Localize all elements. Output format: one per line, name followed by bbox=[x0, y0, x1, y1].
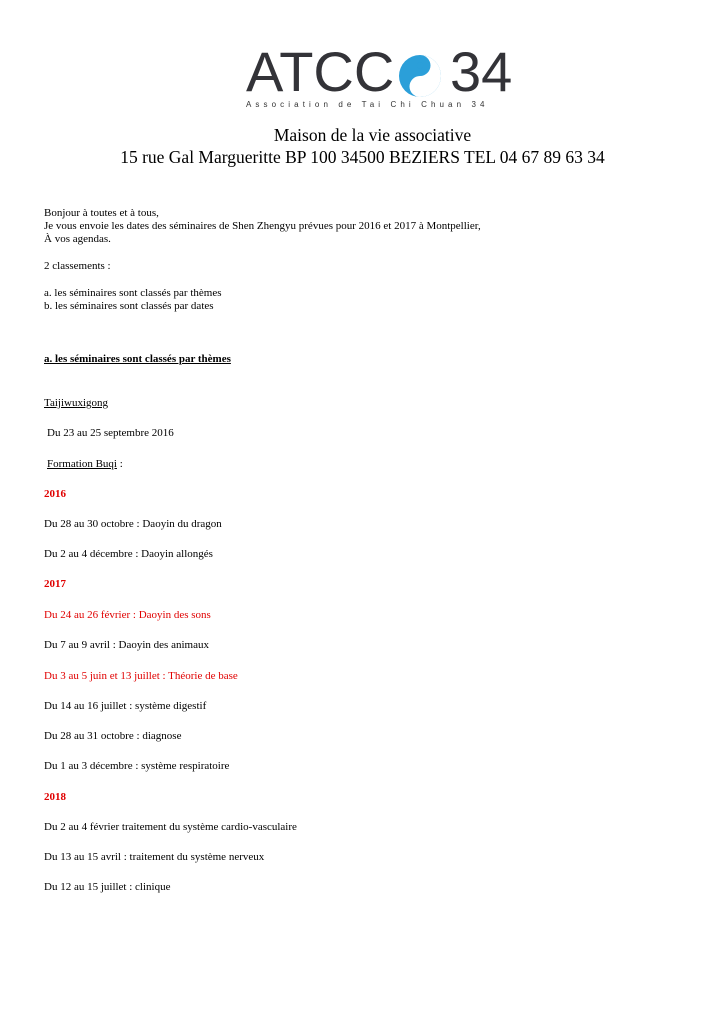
seminar-entry: Du 2 au 4 décembre : Daoyin allongés bbox=[44, 548, 213, 560]
year-heading-2016: 2016 bbox=[44, 488, 66, 500]
classement-item-a: a. les séminaires sont classés par thèmes bbox=[44, 287, 222, 299]
seminar-entry: Du 13 au 15 avril : traitement du système nerveux bbox=[44, 851, 265, 863]
intro-line: À vos agendas. bbox=[44, 233, 111, 245]
address-line-2: 15 rue Gal Margueritte BP 100 34500 BEZIERS TEL 04 67 89 63 34 bbox=[120, 147, 605, 167]
yin-yang-icon bbox=[398, 54, 442, 98]
seminar-entry: Du 1 au 3 décembre : système respiratoire bbox=[44, 760, 230, 772]
logo-text-34: 34 bbox=[450, 40, 513, 103]
seminar-entry: Du 28 au 31 octobre : diagnose bbox=[44, 730, 182, 742]
seminar-entry: Du 14 au 16 juillet : système digestif bbox=[44, 700, 207, 712]
logo-subtitle: Association de Tai Chi Chuan 34 bbox=[246, 100, 489, 109]
classement-item-b: b. les séminaires sont classés par dates bbox=[44, 300, 214, 312]
atcc34-logo bbox=[246, 40, 526, 116]
address-line-1: Maison de la vie associative bbox=[273, 125, 472, 145]
theme-date: Du 23 au 25 septembre 2016 bbox=[47, 427, 174, 439]
year-heading-2017: 2017 bbox=[44, 578, 66, 590]
classements-label: 2 classements : bbox=[44, 260, 111, 272]
theme-formation-buqi-colon: : bbox=[116, 458, 123, 470]
seminar-entry-highlighted: Du 3 au 5 juin et 13 juillet : Théorie de base bbox=[44, 670, 238, 682]
year-heading-2018: 2018 bbox=[44, 791, 66, 803]
seminar-entry-highlighted: Du 24 au 26 février : Daoyin des sons bbox=[44, 609, 211, 621]
theme-formation-buqi-label: Formation Buqi bbox=[47, 458, 117, 470]
theme-taijiwuxigong: Taijiwuxigong bbox=[44, 397, 109, 409]
theme-formation-buqi bbox=[47, 457, 123, 471]
intro-line: Je vous envoie les dates des séminaires de Shen Zhengyu prévues pour 2016 et 2017 à Montpellier, bbox=[44, 220, 481, 232]
section-a-heading: a. les séminaires sont classés par thèmes bbox=[44, 353, 231, 365]
seminar-entry: Du 2 au 4 février traitement du système cardio-vasculaire bbox=[44, 821, 297, 833]
logo-text-atcc: ATCC bbox=[246, 40, 395, 103]
greeting: Bonjour à toutes et à tous, bbox=[44, 207, 159, 219]
seminar-entry: Du 7 au 9 avril : Daoyin des animaux bbox=[44, 639, 209, 651]
seminar-entry: Du 28 au 30 octobre : Daoyin du dragon bbox=[44, 518, 222, 530]
seminar-entry: Du 12 au 15 juillet : clinique bbox=[44, 881, 171, 893]
